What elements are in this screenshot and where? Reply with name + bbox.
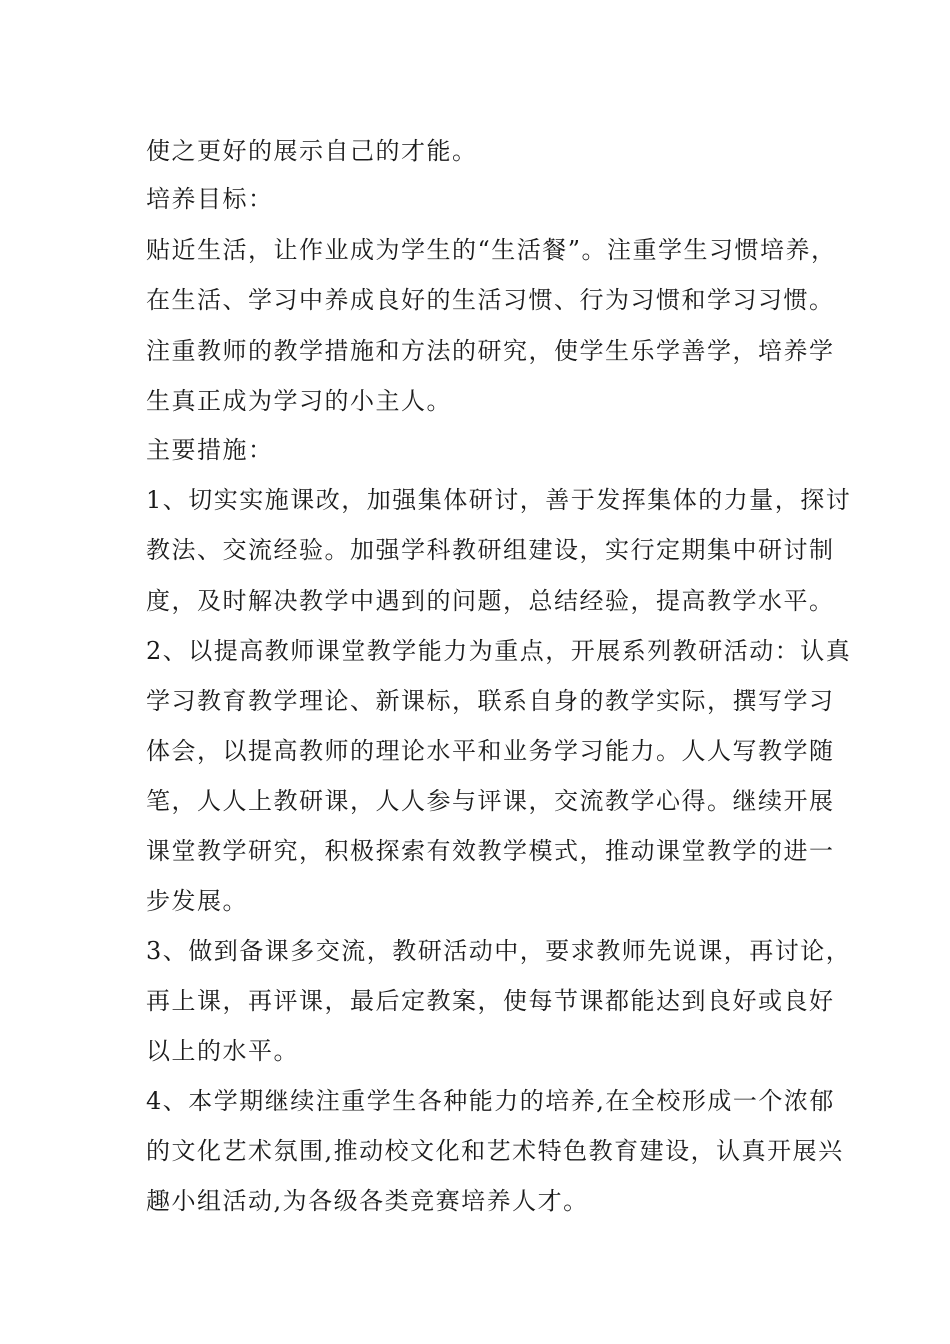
text-line: 以上的水平。 <box>146 1037 299 1065</box>
text-line: 度，及时解决教学中遇到的问题，总结经验，提高教学水平。 <box>146 587 835 615</box>
text-line: 1、切实实施课改，加强集体研讨，善于发挥集体的力量，探讨 <box>146 486 852 514</box>
text-line: 教法、交流经验。加强学科教研组建设，实行定期集中研讨制 <box>146 536 835 564</box>
text-line: 使之更好的展示自己的才能。 <box>146 137 478 165</box>
text-line: 趣小组活动,为各级各类竞赛培养人才。 <box>146 1187 589 1215</box>
text-line: 在生活、学习中养成良好的生活习惯、行为习惯和学习习惯。 <box>146 286 835 314</box>
text-line: 3、做到备课多交流，教研活动中，要求教师先说课，再讨论， <box>146 937 852 965</box>
text-line: 笔，人人上教研课，人人参与评课，交流教学心得。继续开展 <box>146 787 835 815</box>
text-line: 4、本学期继续注重学生各种能力的培养,在全校形成一个浓郁 <box>146 1087 835 1115</box>
section-heading: 培养目标： <box>146 185 274 213</box>
text-line: 贴近生活，让作业成为学生的“生活餐”。注重学生习惯培养， <box>146 236 837 264</box>
text-line: 生真正成为学习的小主人。 <box>146 387 452 415</box>
text-line: 步发展。 <box>146 887 248 915</box>
text-line: 体会，以提高教师的理论水平和业务学习能力。人人写教学随 <box>146 737 835 765</box>
section-heading: 主要措施： <box>146 436 274 464</box>
text-line: 2、以提高教师课堂教学能力为重点，开展系列教研活动：认真 <box>146 637 852 665</box>
text-line: 课堂教学研究，积极探索有效教学模式，推动课堂教学的进一 <box>146 837 835 865</box>
text-line: 注重教师的教学措施和方法的研究，使学生乐学善学，培养学 <box>146 337 835 365</box>
text-line: 的文化艺术氛围,推动校文化和艺术特色教育建设，认真开展兴 <box>146 1137 844 1165</box>
text-line: 再上课，再评课，最后定教案，使每节课都能达到良好或良好 <box>146 987 835 1015</box>
text-line: 学习教育教学理论、新课标，联系自身的教学实际，撰写学习 <box>146 687 835 715</box>
